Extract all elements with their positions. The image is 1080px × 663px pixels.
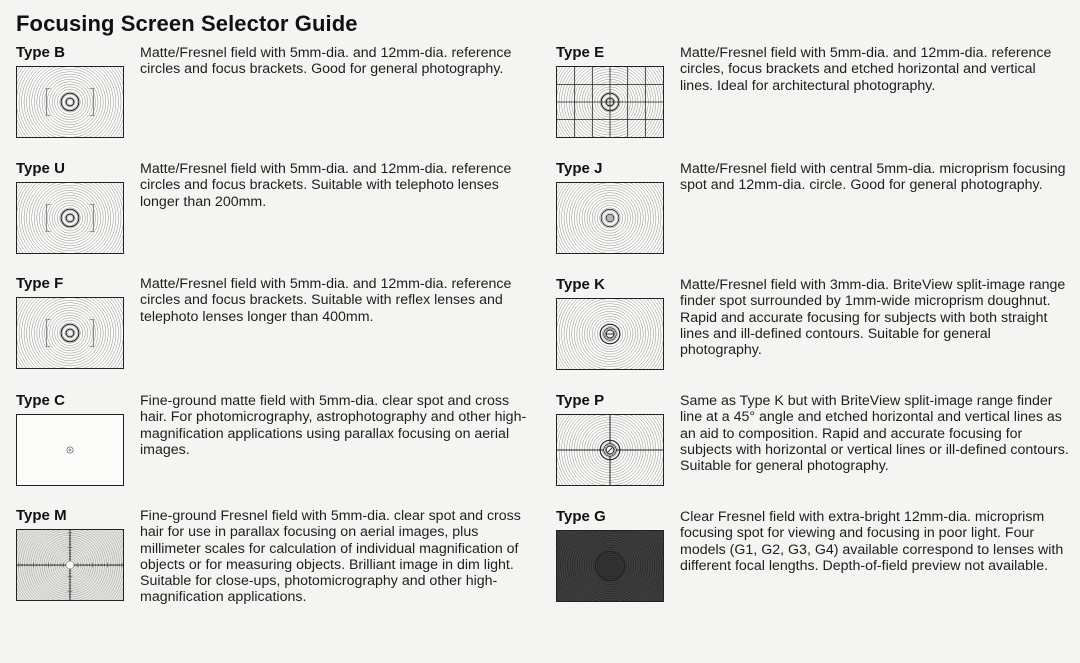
fresnel-ring: [55, 318, 86, 348]
screen-pattern: [17, 67, 123, 137]
fresnel-ring: [24, 67, 116, 137]
screen-entry-b: [16, 44, 536, 154]
fresnel-ring: [17, 183, 123, 253]
type-label: Type G: [556, 508, 606, 525]
fresnel-ring: [24, 183, 116, 253]
fresnel-ring: [17, 183, 123, 253]
type-description: Matte/Fresnel field with 3mm-dia. BriteView split-image range finder spot surrounded by 1mm-wide microprism doughnut. Rapid and accurate focusing for subjects with both straight lines and ill-defined contours. Suitable for general photography.: [680, 277, 1066, 359]
fresnel-ring: [55, 203, 86, 233]
fresnel-ring: [32, 298, 109, 368]
type-label: Type U: [16, 160, 65, 177]
microprism-spot: [606, 214, 614, 222]
fresnel-ring: [17, 67, 123, 137]
fresnel-ring: [67, 330, 72, 335]
fresnel-ring: [67, 215, 72, 220]
screen-entry-p: [556, 392, 1076, 502]
screen-diagram-k: [556, 298, 664, 370]
fresnel-ring: [17, 298, 123, 368]
fresnel-ring: [24, 298, 116, 368]
screen-entry-g: [556, 508, 1076, 618]
screen-pattern: [17, 415, 123, 485]
fresnel-ring: [17, 67, 123, 137]
fresnel-ring: [39, 303, 100, 364]
fresnel-ring: [52, 200, 88, 235]
fresnel-ring: [22, 298, 119, 368]
fresnel-ring: [37, 69, 103, 135]
page-title: Focusing Screen Selector Guide: [16, 11, 358, 36]
fresnel-ring: [50, 82, 91, 122]
fresnel-ring: [27, 298, 114, 368]
clear-spot: [66, 561, 74, 569]
screen-pattern: [557, 415, 663, 485]
fresnel-ring: [17, 67, 123, 137]
focus-bracket: [46, 319, 93, 346]
fresnel-ring: [32, 183, 109, 253]
fresnel-ring: [32, 67, 109, 137]
fresnel-ring: [67, 99, 72, 104]
screen-entry-c: [16, 392, 536, 502]
fresnel-ring: [17, 298, 123, 368]
fresnel-ring: [29, 183, 111, 253]
type-description: Matte/Fresnel field with 5mm-dia. and 12mm-dia. reference circles, focus brackets and etched horizontal and vertical lines. Ideal for architectural photography.: [680, 45, 1052, 94]
fresnel-ring: [17, 67, 123, 137]
fresnel-ring: [39, 188, 100, 249]
type-label: Type B: [16, 44, 65, 61]
screen-diagram-u: [16, 182, 124, 254]
reference-circle: [61, 209, 79, 227]
screen-entry-f: [16, 275, 536, 385]
fresnel-ring: [42, 305, 98, 361]
fresnel-rings: [17, 67, 123, 137]
focus-bracket: [46, 204, 93, 231]
type-description: Clear Fresnel field with extra-bright 12mm-dia. microprism focusing spot for viewing and focusing in poor light. Four models (G1, G2, G3, G4) available correspond to lenses with different focal lengths. Depth-of-field preview not available.: [680, 509, 1064, 574]
fresnel-ring: [17, 298, 123, 368]
screen-diagram-p: [556, 414, 664, 486]
focus-bracket: [46, 88, 93, 115]
fresnel-ring: [27, 183, 114, 253]
type-label: Type P: [556, 392, 605, 409]
screen-diagram-f: [16, 297, 124, 369]
fresnel-ring: [17, 183, 123, 253]
fresnel-ring: [60, 208, 80, 228]
fresnel-ring: [17, 183, 123, 253]
screen-entry-u: [16, 160, 536, 270]
fresnel-ring: [62, 325, 77, 340]
fresnel-ring: [29, 298, 111, 368]
fresnel-rings: [17, 298, 123, 368]
screen-diagram-c: [16, 414, 124, 486]
screen-pattern: [557, 67, 663, 137]
type-description: Matte/Fresnel field with central 5mm-dia. microprism focusing spot and 12mm-dia. circle. Good for general photography.: [680, 161, 1066, 194]
screen-pattern: [17, 530, 123, 600]
fresnel-ring: [60, 323, 80, 343]
fresnel-ring: [34, 183, 105, 253]
type-label: Type M: [16, 507, 67, 524]
reference-circle: [61, 93, 79, 111]
screen-diagram-g: [556, 530, 664, 602]
screen-entry-k: [556, 276, 1076, 386]
fresnel-ring: [62, 94, 77, 109]
screen-diagram-j: [556, 182, 664, 254]
fresnel-ring: [17, 183, 123, 253]
type-description: Same as Type K but with BriteView split-image range finder line at a 45° angle and etched horizontal and vertical lines as an aid to composition. Rapid and accurate focusing for subjects with horizontal or vertical lines or ill-defined contours. Suitable for general photography.: [680, 393, 1069, 475]
screen-entry-j: [556, 160, 1076, 270]
screen-pattern: [17, 183, 123, 253]
screen-pattern: [557, 299, 663, 369]
screen-diagram-b: [16, 66, 124, 138]
fresnel-ring: [34, 298, 105, 368]
screen-pattern: [17, 298, 123, 368]
fresnel-ring: [52, 315, 88, 350]
screen-pattern: [557, 531, 663, 601]
type-label: Type E: [556, 44, 605, 61]
fresnel-ring: [27, 67, 114, 137]
fresnel-ring: [42, 74, 98, 130]
type-label: Type C: [16, 392, 65, 409]
reference-circle: [61, 324, 79, 342]
fresnel-ring: [37, 300, 103, 366]
fresnel-ring: [47, 310, 93, 356]
fresnel-ring: [55, 87, 86, 117]
fresnel-ring: [17, 67, 123, 137]
fresnel-ring: [62, 210, 77, 225]
type-label: Type J: [556, 160, 603, 177]
fresnel-rings: [17, 183, 123, 253]
fresnel-ring: [47, 195, 93, 241]
fresnel-ring: [17, 298, 123, 368]
screen-entry-e: [556, 44, 1076, 154]
type-description: Matte/Fresnel field with 5mm-dia. and 12mm-dia. reference circles and focus brackets. Suitable with telephoto lenses longer than 200mm.: [140, 161, 512, 210]
fresnel-ring: [34, 67, 105, 137]
fresnel-ring: [47, 79, 93, 125]
type-description: Fine-ground Fresnel field with 5mm-dia. clear spot and cross hair for use in parallax focusing on aerial images, plus millimeter scales for calculation of individual magnification of objects or for measuring objects. Brilliant image in dim light. Suitable for close-ups, photomicrography and other high-magnification applications.: [140, 508, 521, 606]
fresnel-ring: [17, 298, 123, 368]
fresnel-ring: [29, 67, 111, 137]
fresnel-ring: [50, 198, 91, 238]
type-description: Matte/Fresnel field with 5mm-dia. and 12mm-dia. reference circles and focus brackets. Suitable with reflex lenses and telephoto lenses longer than 400mm.: [140, 276, 512, 325]
fresnel-ring: [60, 92, 80, 112]
type-label: Type F: [16, 275, 64, 292]
fresnel-ring: [22, 67, 119, 137]
type-label: Type K: [556, 276, 605, 293]
fresnel-ring: [37, 185, 103, 251]
screen-diagram-e: [556, 66, 664, 138]
fresnel-ring: [22, 183, 119, 253]
type-description: Fine-ground matte field with 5mm-dia. clear spot and cross hair. For photomicrography, astrophotography and other high-magnification applications using parallax focusing on aerial images.: [140, 393, 527, 458]
type-description: Matte/Fresnel field with 5mm-dia. and 12mm-dia. reference circles and focus brackets. Good for general photography.: [140, 45, 512, 78]
fresnel-ring: [50, 313, 91, 353]
fresnel-ring: [52, 84, 88, 119]
screen-diagram-m: [16, 529, 124, 601]
fresnel-ring: [42, 190, 98, 246]
screen-pattern: [557, 183, 663, 253]
fresnel-ring: [39, 72, 100, 133]
screen-entry-m: [16, 507, 536, 617]
